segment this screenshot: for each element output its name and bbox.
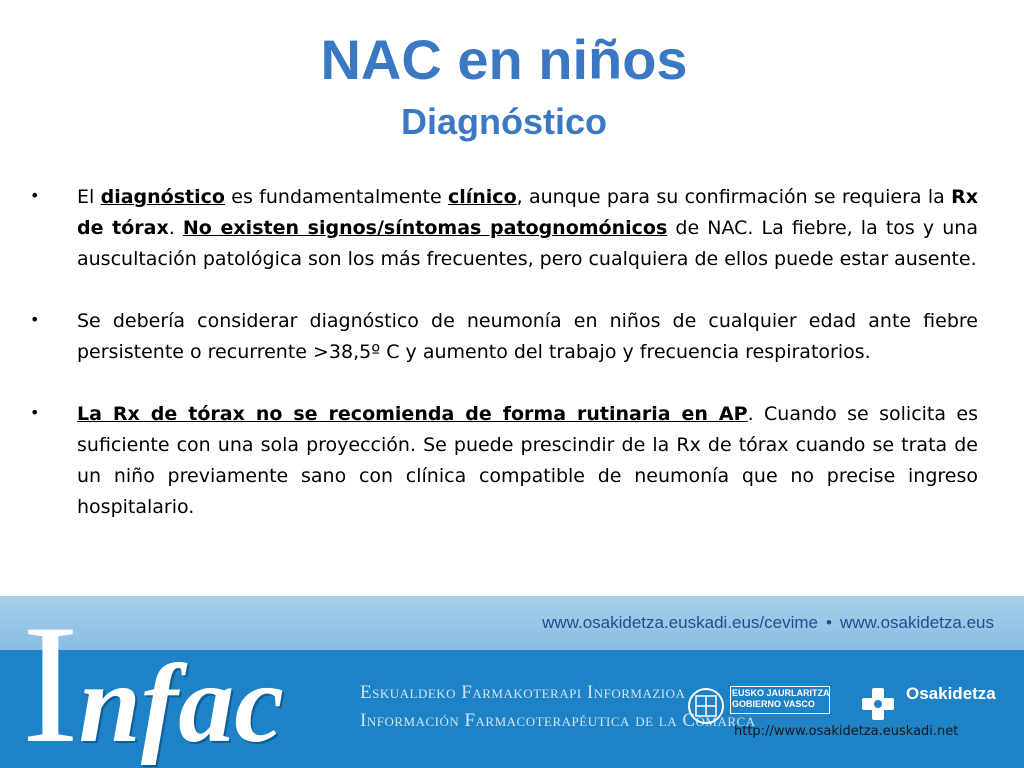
bullet-segment: Se debería considerar diagnóstico de neumonía en niños de cualquier edad ante fiebre persistente o recurrente >38,5º C y aumento del trabajo y frecuencia respiratorios.	[77, 310, 978, 363]
cevime-link[interactable]: www.osakidetza.euskadi.eus/cevime	[542, 613, 819, 632]
bullet-marker-icon: •	[30, 403, 40, 422]
bullet-item	[30, 182, 978, 275]
footer-links	[542, 613, 994, 633]
bullet-segment: es fundamentalmente	[224, 186, 448, 208]
bullet-segment: diagnóstico	[100, 186, 225, 208]
org-name-basque: Eskualdeko Farmakoterapi Informazioa	[360, 682, 686, 703]
infac-logo-initial: I	[22, 596, 79, 768]
bullet-text	[77, 310, 978, 363]
bullet-marker-icon: •	[30, 310, 40, 329]
bullet-segment: , aunque para su confirmación se requiera la	[516, 186, 952, 208]
bullet-segment: .	[168, 217, 183, 239]
bullet-segment: clínico	[447, 186, 517, 208]
osakidetza-cross-icon	[858, 684, 898, 724]
org-name-spanish: Información Farmacoterapéutica de la Comarca	[360, 710, 756, 731]
gov-line-basque: EUSKO JAURLARITZA	[732, 688, 830, 698]
bullet-segment: El	[77, 186, 101, 208]
slide-subtitle: Diagnóstico	[400, 101, 607, 142]
bullet-list	[30, 182, 978, 554]
infac-logo-rest: nfac	[78, 642, 284, 766]
bullet-text	[77, 186, 978, 270]
osakidetza-name: Osakidetza	[906, 684, 996, 703]
bullet-text	[77, 403, 978, 518]
bullet-segment: La Rx de tórax no se recomienda de forma rutinaria en AP	[77, 403, 748, 425]
slide-title: NAC en niños	[320, 28, 688, 91]
link-separator: •	[826, 613, 832, 632]
bullet-segment: . Cuando se solicita es suficiente con una sola proyección. Se puede prescindir de la Rx de tórax cuando se trata de un niño previamente sano con clínica compatible de neumonía que no precise ingreso hospitalario.	[77, 403, 979, 518]
infac-logo	[22, 596, 284, 768]
footer-url[interactable]: http://www.osakidetza.euskadi.net	[734, 724, 959, 739]
gov-line-spanish: GOBIERNO VASCO	[732, 699, 815, 709]
gobierno-vasco-emblem-icon	[686, 686, 726, 726]
bullet-segment: de NAC. La fiebre, la tos y una auscultación patológica son los más frecuentes, pero cualquiera de ellos puede estar ausente.	[77, 217, 978, 270]
bullet-item	[30, 306, 978, 368]
osakidetza-link[interactable]: www.osakidetza.eus	[839, 613, 994, 632]
gobierno-vasco-text	[732, 688, 830, 710]
bullet-marker-icon: •	[30, 186, 40, 205]
bullet-segment: Rx de tórax	[77, 186, 978, 239]
footer-banner	[0, 596, 1024, 768]
bullet-segment: No existen signos/síntomas patognomónicos	[182, 217, 668, 239]
bullet-item	[30, 399, 978, 523]
